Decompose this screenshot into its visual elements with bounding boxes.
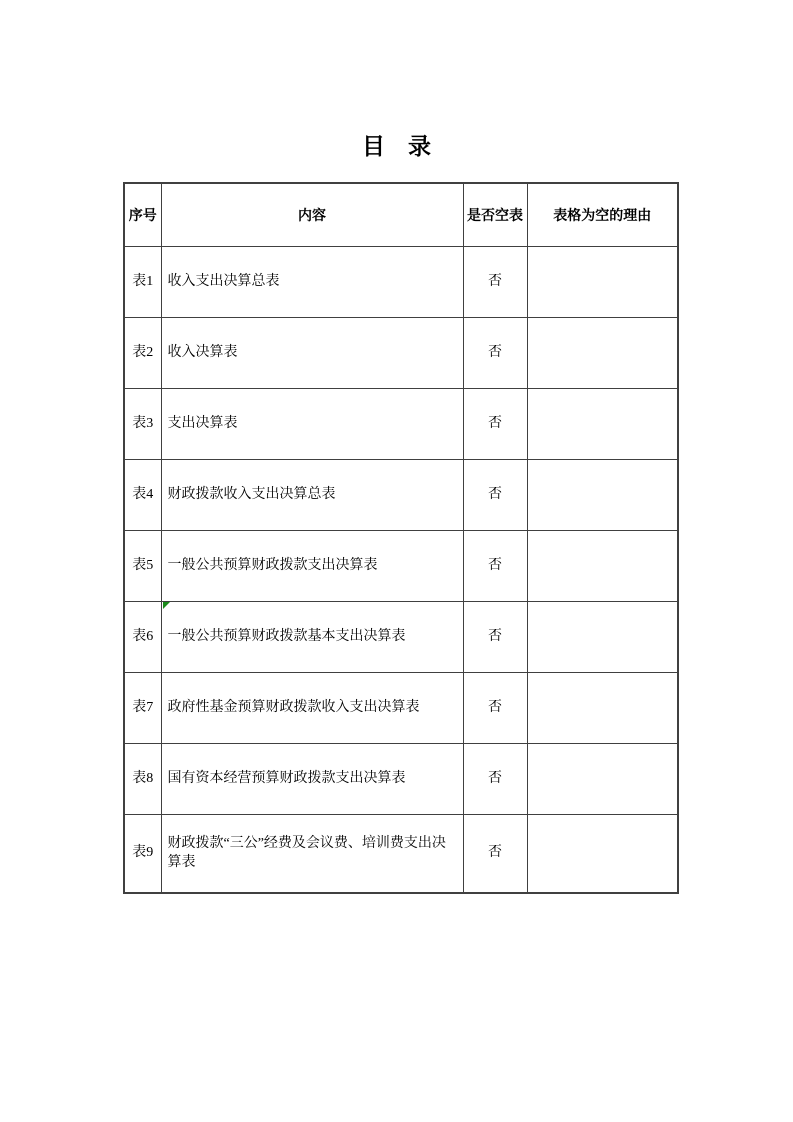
table-row [124, 673, 678, 744]
row-content-cell [161, 602, 463, 673]
row-content-text: 政府性基金预算财政拨款收入支出决算表 [167, 699, 420, 715]
header-cell-seq: 序号 [124, 183, 161, 247]
header-row [124, 183, 678, 247]
table-row [124, 744, 678, 815]
row-empty-flag-cell: 否 [463, 389, 527, 460]
row-content-text: 国有资本经营预算财政拨款支出决算表 [167, 770, 406, 786]
row-content-text: 财政拨款“三公”经费及会议费、培训费支出决算表 [167, 835, 446, 870]
toc-table [123, 182, 679, 894]
row-content-text: 一般公共预算财政拨款基本支出决算表 [167, 628, 406, 644]
row-reason-cell [527, 602, 678, 673]
row-seq-cell: 表2 [124, 318, 161, 389]
row-content-cell [161, 673, 463, 744]
row-empty-flag-cell: 否 [463, 531, 527, 602]
row-reason-cell [527, 531, 678, 602]
row-empty-flag-cell: 否 [463, 744, 527, 815]
row-content-cell [161, 247, 463, 318]
page-title: 目 录 [362, 133, 431, 159]
row-reason-cell [527, 673, 678, 744]
row-content-cell [161, 815, 463, 894]
table-row [124, 815, 678, 894]
row-seq-cell: 表7 [124, 673, 161, 744]
cell-comment-marker-icon [163, 602, 170, 609]
row-empty-flag-cell: 否 [463, 673, 527, 744]
row-empty-flag-cell: 否 [463, 602, 527, 673]
row-empty-flag-cell: 否 [463, 318, 527, 389]
header-cell-empty-flag: 是否空表 [463, 183, 527, 247]
row-seq-cell: 表3 [124, 389, 161, 460]
row-reason-cell [527, 460, 678, 531]
row-reason-cell [527, 744, 678, 815]
table-row [124, 318, 678, 389]
row-empty-flag-cell: 否 [463, 460, 527, 531]
row-content-cell [161, 318, 463, 389]
row-content-text: 收入支出决算总表 [167, 273, 280, 289]
row-seq-cell: 表1 [124, 247, 161, 318]
row-reason-cell [527, 815, 678, 894]
table-row [124, 602, 678, 673]
table-row [124, 460, 678, 531]
row-content-text: 财政拨款收入支出决算总表 [167, 486, 336, 502]
row-seq-cell: 表9 [124, 815, 161, 894]
row-content-text: 支出决算表 [167, 415, 238, 431]
row-seq-cell: 表6 [124, 602, 161, 673]
row-seq-cell: 表5 [124, 531, 161, 602]
table-row [124, 247, 678, 318]
table-row [124, 389, 678, 460]
row-empty-flag-cell: 否 [463, 815, 527, 894]
row-seq-cell: 表8 [124, 744, 161, 815]
row-content-cell [161, 531, 463, 602]
row-content-cell [161, 744, 463, 815]
row-seq-cell: 表4 [124, 460, 161, 531]
row-content-cell [161, 460, 463, 531]
header-cell-content: 内容 [161, 183, 463, 247]
row-reason-cell [527, 247, 678, 318]
row-reason-cell [527, 318, 678, 389]
table-row [124, 531, 678, 602]
header-cell-reason: 表格为空的理由 [527, 183, 678, 247]
row-content-cell [161, 389, 463, 460]
row-content-text: 一般公共预算财政拨款支出决算表 [167, 557, 378, 573]
row-content-text: 收入决算表 [167, 344, 238, 360]
row-reason-cell [527, 389, 678, 460]
row-empty-flag-cell: 否 [463, 247, 527, 318]
